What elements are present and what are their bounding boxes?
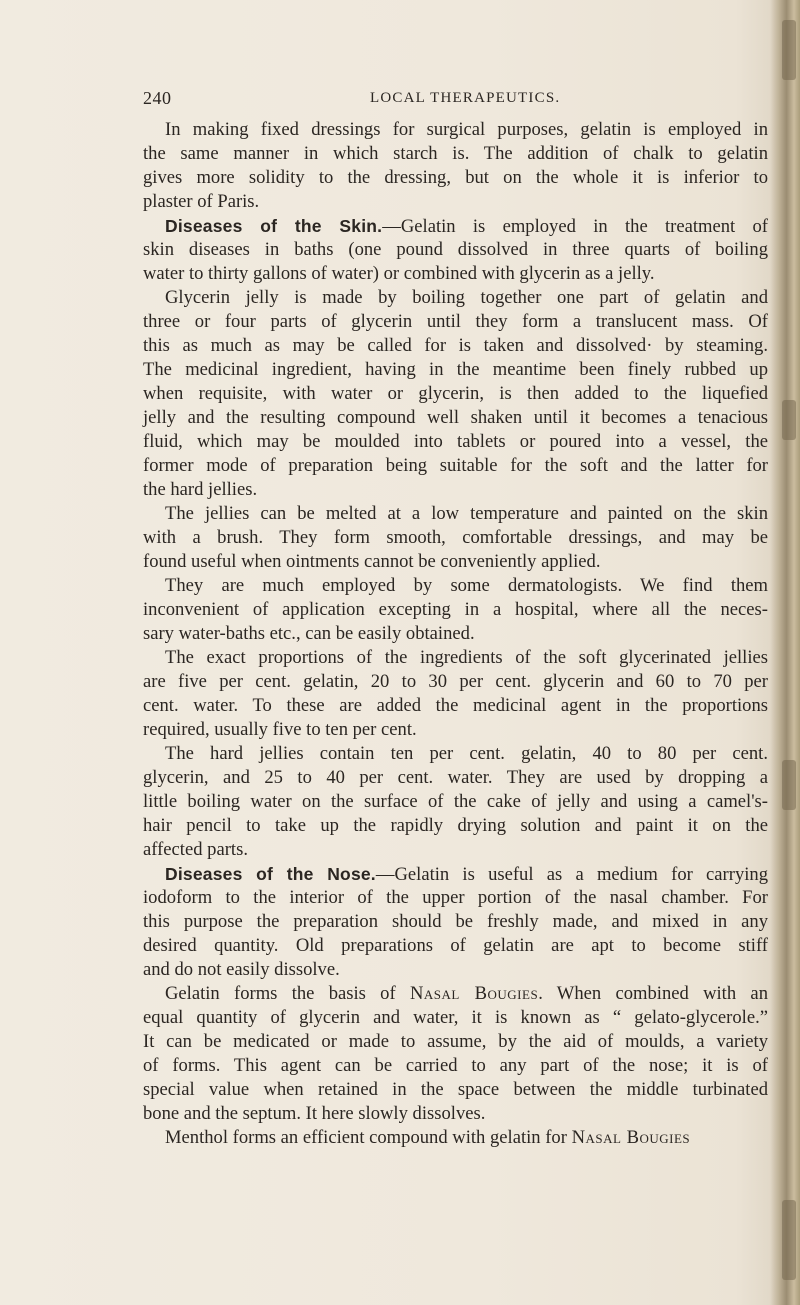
text-line: water to thirty gallons of water) or combined with glycerin as a jelly. xyxy=(143,263,655,284)
running-head: LOCAL THERAPEUTICS. xyxy=(370,90,561,106)
text-line: the same manner in which starch is. The addition of chalk to gelatin xyxy=(143,143,768,164)
page-edge-shadow xyxy=(770,0,800,1305)
text-line: Glycerin jelly is made by boiling together one part of gelatin and xyxy=(165,287,768,308)
text-line: are five per cent. gelatin, 20 to 30 per cent. glycerin and 60 to 70 per xyxy=(143,671,768,692)
text-line: sary water-baths etc., can be easily obtained. xyxy=(143,623,475,644)
text-line: cent. water. To these are added the medicinal agent in the proportions xyxy=(143,695,768,716)
body-text xyxy=(143,118,768,1150)
text-line: hair pencil to take up the rapidly drying solution and paint it on the xyxy=(143,815,768,836)
text-line: former mode of preparation being suitable for the soft and the latter for xyxy=(143,455,768,476)
text-line xyxy=(143,982,768,1006)
text-line: The hard jellies contain ten per cent. gelatin, 40 to 80 per cent. xyxy=(165,743,768,764)
text-line: this purpose the preparation should be freshly made, and mixed in any xyxy=(143,911,768,932)
text-line: The medicinal ingredient, having in the meantime been finely rubbed up xyxy=(143,359,768,380)
page-header xyxy=(143,88,783,112)
text-line: when requisite, with water or glycerin, is then added to the liquefied xyxy=(143,383,768,404)
page-edge-mark xyxy=(782,760,796,810)
text-line: little boiling water on the surface of the cake of jelly and using a camel's- xyxy=(143,791,768,812)
section-heading: Diseases of the Nose. xyxy=(165,864,376,884)
text-line: the hard jellies. xyxy=(143,479,258,500)
text-line: special value when retained in the space between the middle turbinated xyxy=(143,1079,768,1100)
text-line: The jellies can be melted at a low temperature and painted on the skin xyxy=(165,503,768,524)
text-run: Gelatin forms the basis of xyxy=(165,983,410,1004)
text-line: found useful when ointments cannot be conveniently applied. xyxy=(143,551,601,572)
small-caps-term: Nasal Bougies xyxy=(409,983,539,1004)
text-line: They are much employed by some dermatologists. We find them xyxy=(165,575,768,596)
text-line: jelly and the resulting compound well shaken until it becomes a tenacious xyxy=(143,407,768,428)
section-heading-line xyxy=(143,862,768,886)
section-heading-line xyxy=(143,214,768,238)
section-heading: Diseases of the Skin. xyxy=(165,216,383,236)
text-line: with a brush. They form smooth, comfortable dressings, and may be xyxy=(143,527,768,548)
page-edge-mark xyxy=(782,20,796,80)
text-line: It can be medicated or made to assume, by the aid of moulds, a variety xyxy=(143,1031,768,1052)
text-line: skin diseases in baths (one pound dissolved in three quarts of boiling xyxy=(143,239,768,260)
text-line: gives more solidity to the dressing, but on the whole it is inferior to xyxy=(143,167,768,188)
text-line: three or four parts of glycerin until they form a translucent mass. Of xyxy=(143,311,768,332)
text-line: glycerin, and 25 to 40 per cent. water. They are used by dropping a xyxy=(143,767,768,788)
text-line: The exact proportions of the ingredients of the soft glycerinated jellies xyxy=(165,647,768,668)
text-run: —Gelatin is employed in the treatment of xyxy=(382,216,768,237)
text-line: bone and the septum. It here slowly dissolves. xyxy=(143,1103,486,1124)
small-caps-term: Nasal Bougies xyxy=(571,1127,691,1148)
page-edge-mark xyxy=(782,400,796,440)
text-line: iodoform to the interior of the upper portion of the nasal chamber. For xyxy=(143,887,768,908)
page-number: 240 xyxy=(143,88,172,108)
text-line: and do not easily dissolve. xyxy=(143,959,340,980)
text-line: affected parts. xyxy=(143,839,248,860)
text-run: —Gelatin is useful as a medium for carrying xyxy=(375,864,768,885)
text-line: plaster of Paris. xyxy=(143,191,260,212)
text-run: . When combined with an xyxy=(538,983,768,1004)
text-line: fluid, which may be moulded into tablets or poured into a vessel, the xyxy=(143,431,768,452)
text-line: In making fixed dressings for surgical purposes, gelatin is employed in xyxy=(165,119,768,140)
text-line: inconvenient of application excepting in a hospital, where all the neces- xyxy=(143,599,768,620)
page-edge-mark xyxy=(782,1200,796,1280)
text-line: of forms. This agent can be carried to any part of the nose; it is of xyxy=(143,1055,768,1076)
text-line: this as much as may be called for is taken and dissolved· by steaming. xyxy=(143,335,768,356)
text-line: equal quantity of glycerin and water, it is known as “ gelato-glycerole.” xyxy=(143,1007,768,1028)
text-line: desired quantity. Old preparations of gelatin are apt to become stiff xyxy=(143,935,768,956)
text-line: required, usually five to ten per cent. xyxy=(143,719,417,740)
text-line xyxy=(143,1126,768,1150)
text-run: Menthol forms an efficient compound with gelatin for xyxy=(165,1127,572,1148)
